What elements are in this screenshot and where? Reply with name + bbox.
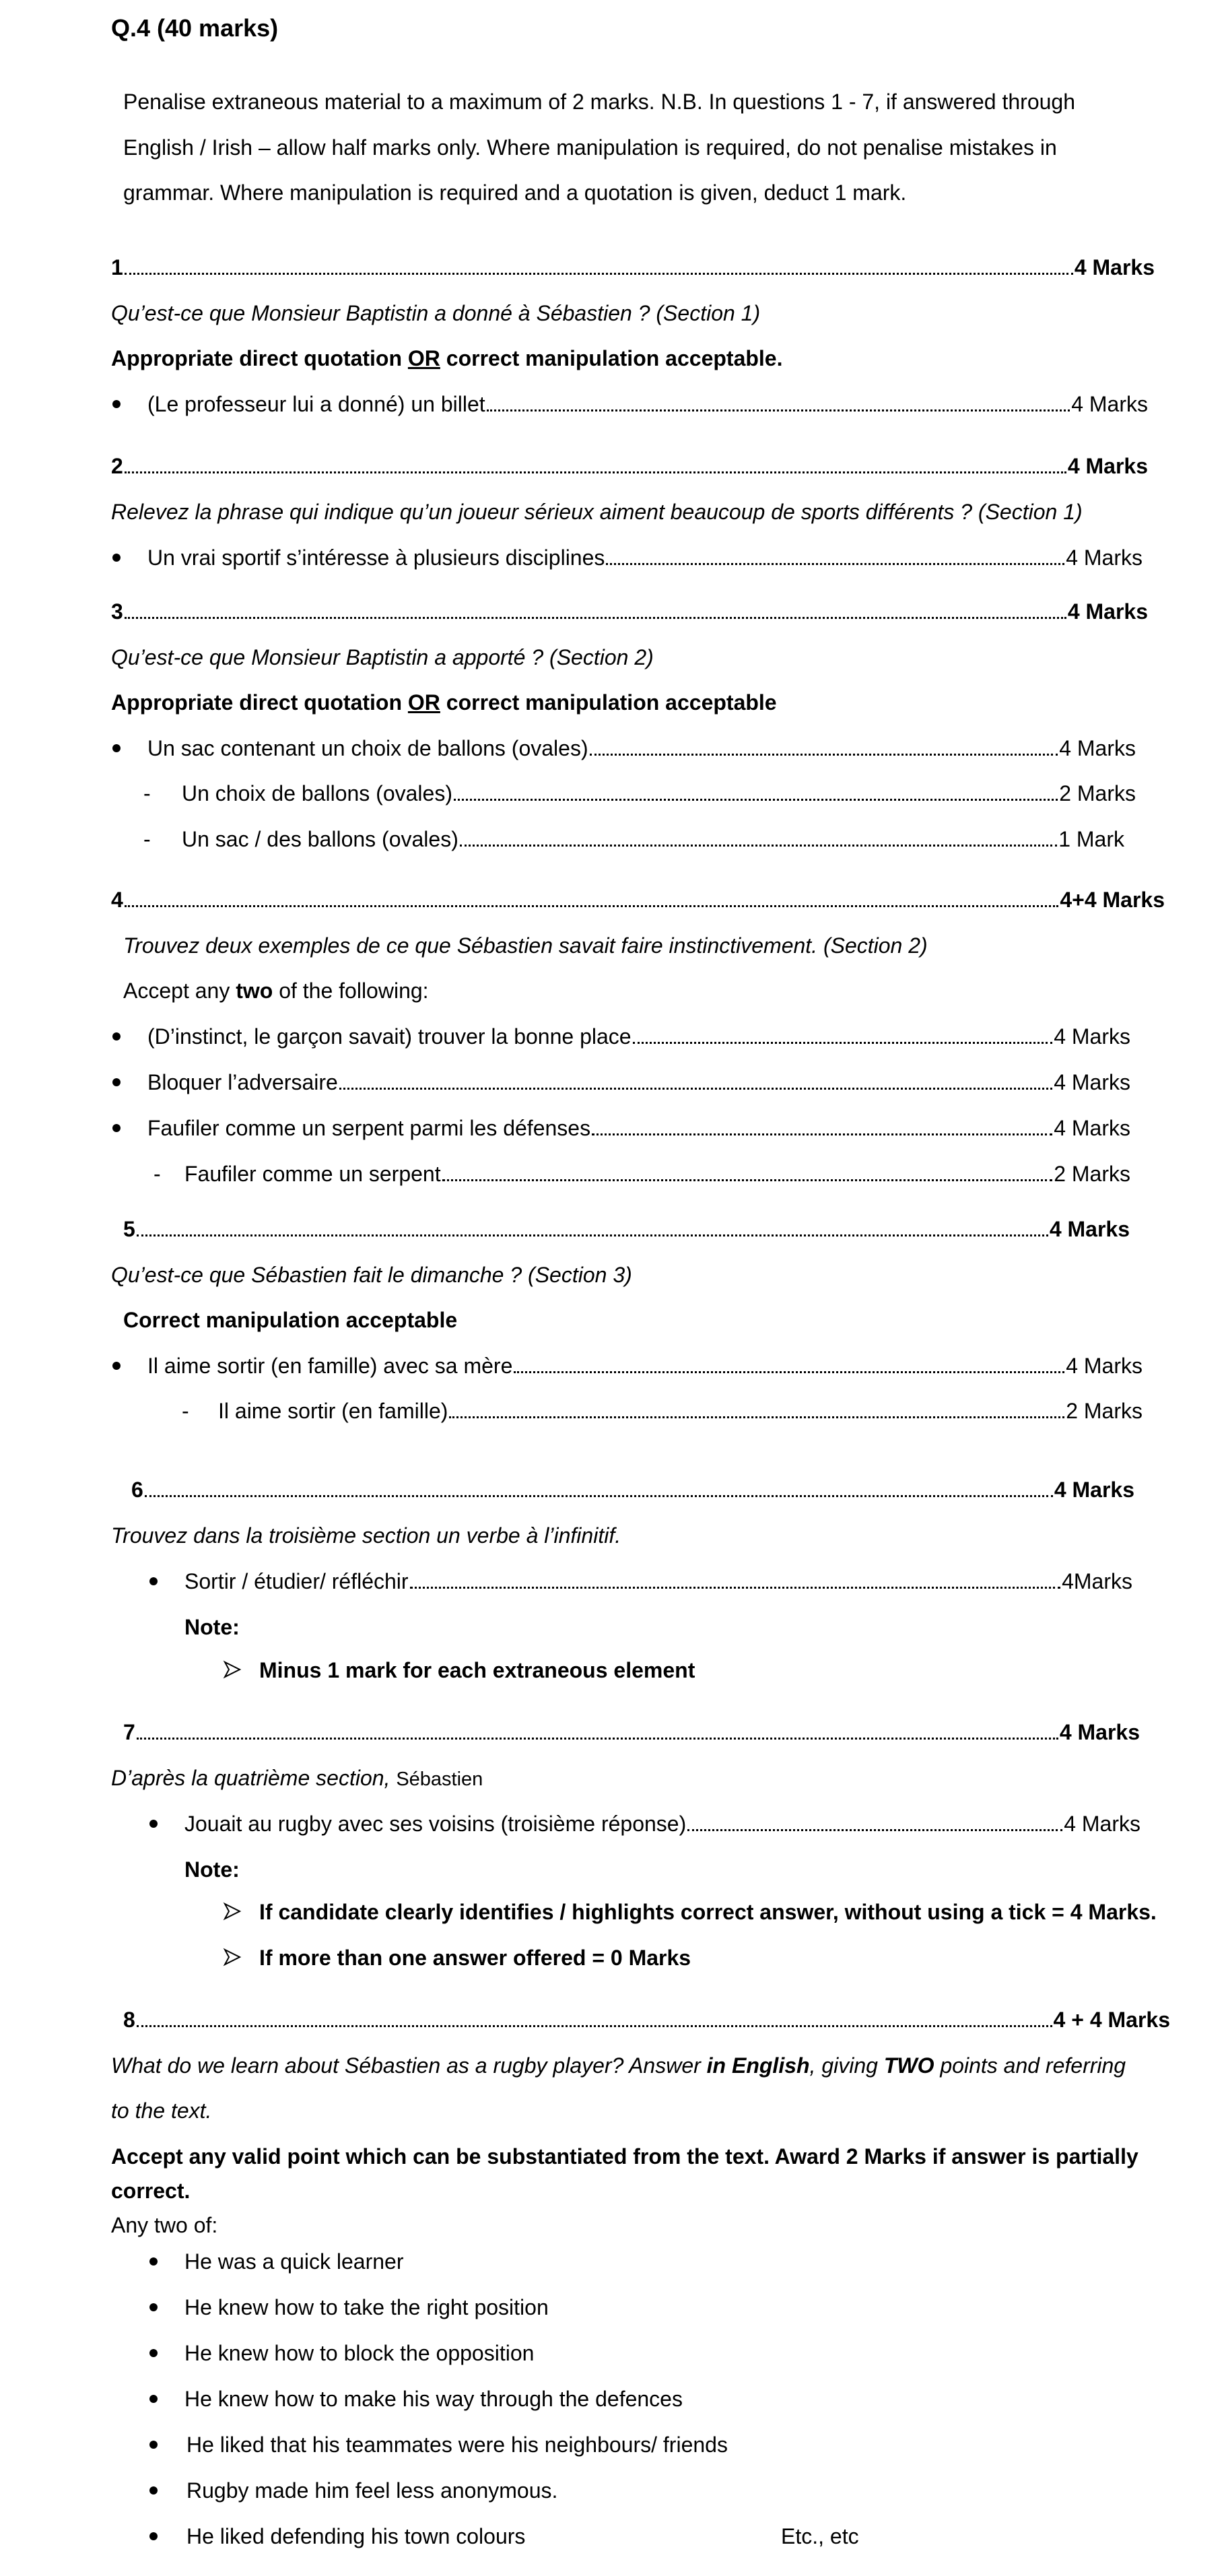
q6-answer-1: Sortir / étudier/ réfléchir 4Marks bbox=[184, 1569, 1132, 1593]
q7-note-2: If more than one answer offered = 0 Marks bbox=[259, 1946, 691, 1970]
q2-question: Relevez la phrase qui indique qu’un joueur sérieux aiment beaucoup de sports différents ? (Section 1) bbox=[111, 500, 1083, 524]
q5-question: Qu’est-ce que Sébastien fait le dimanche ? (Section 3) bbox=[111, 1263, 632, 1287]
q3-answer-3: Un sac / des ballons (ovales) 1 Mark bbox=[182, 827, 1124, 851]
arrowhead-icon bbox=[222, 1659, 242, 1680]
q8-etc: Etc., etc bbox=[781, 2524, 859, 2548]
bullet-icon bbox=[112, 1078, 121, 1086]
bullet-icon bbox=[149, 1577, 158, 1585]
intro-line-3: grammar. Where manipulation is required and a quotation is given, deduct 1 mark. bbox=[123, 180, 907, 205]
q8-rule-2: correct. bbox=[111, 2179, 191, 2203]
q4-question: Trouvez deux exemples de ce que Sébastien savait faire instinctivement. (Section 2) bbox=[123, 933, 928, 958]
q8-answer-5: He liked that his teammates were his neighbours/ friends bbox=[186, 2433, 728, 2457]
dash-icon: - bbox=[143, 781, 151, 805]
q8-question: What do we learn about Sébastien as a rugby player? Answer in English, giving TWO points and referring bbox=[111, 2053, 1126, 2078]
bullet-icon bbox=[149, 2395, 158, 2403]
q7-note-1: If candidate clearly identifies / highlights correct answer, without using a tick = 4 Marks. bbox=[259, 1900, 1157, 1924]
q6-note-1: Minus 1 mark for each extraneous element bbox=[259, 1658, 695, 1682]
q2-answer-1: Un vrai sportif s’intéresse à plusieurs disciplines 4 Marks bbox=[147, 546, 1143, 570]
arrowhead-icon bbox=[222, 1901, 242, 1921]
q1-answer-1: (Le professeur lui a donné) un billet 4 Marks bbox=[147, 392, 1148, 416]
bullet-icon bbox=[149, 1820, 158, 1828]
arrowhead-icon bbox=[222, 1947, 242, 1967]
dash-icon: - bbox=[154, 1162, 161, 1186]
q4-answer-3: Faufiler comme un serpent parmi les défenses 4 Marks bbox=[147, 1116, 1130, 1140]
q4-accept: Accept any two of the following: bbox=[123, 979, 429, 1003]
bullet-icon bbox=[112, 400, 121, 408]
bullet-icon bbox=[112, 744, 121, 752]
q3-question: Qu’est-ce que Monsieur Baptistin a apporté ? (Section 2) bbox=[111, 645, 654, 669]
q3-header: 3 4 Marks bbox=[111, 599, 1148, 624]
q2-header: 2 4 Marks bbox=[111, 454, 1148, 478]
q5-rule: Correct manipulation acceptable bbox=[123, 1308, 458, 1332]
q6-header: 6 4 Marks bbox=[131, 1478, 1134, 1502]
q3-answer-2: Un choix de ballons (ovales) 2 Marks bbox=[182, 781, 1136, 805]
q1-question: Qu’est-ce que Monsieur Baptistin a donné à Sébastien ? (Section 1) bbox=[111, 301, 761, 325]
q3-rule: Appropriate direct quotation OR correct manipulation acceptable bbox=[111, 690, 777, 715]
q7-header: 7 4 Marks bbox=[123, 1720, 1140, 1744]
q7-answer-1: Jouait au rugby avec ses voisins (troisième réponse) 4 Marks bbox=[184, 1812, 1140, 1836]
bullet-icon bbox=[149, 2532, 158, 2540]
q8-answer-2: He knew how to take the right position bbox=[184, 2295, 549, 2319]
bullet-icon bbox=[112, 1032, 121, 1041]
bullet-icon bbox=[149, 2257, 158, 2266]
q5-header: 5 4 Marks bbox=[123, 1217, 1130, 1241]
q7-note-label: Note: bbox=[184, 1857, 240, 1882]
q8-header: 8 4 + 4 Marks bbox=[123, 2008, 1170, 2032]
q4-answer-1: (D’instinct, le garçon savait) trouver la bonne place 4 Marks bbox=[147, 1024, 1130, 1049]
bullet-icon bbox=[149, 2303, 158, 2311]
q8-answer-1: He was a quick learner bbox=[184, 2249, 404, 2274]
q8-rule-1: Accept any valid point which can be substantiated from the text. Award 2 Marks if answer is partially bbox=[111, 2144, 1138, 2169]
q6-question: Trouvez dans la troisième section un verbe à l’infinitif. bbox=[111, 1523, 621, 1548]
bullet-icon bbox=[149, 2486, 158, 2495]
q8-answer-7: He liked defending his town colours bbox=[186, 2524, 526, 2548]
q4-header: 4 4+4 Marks bbox=[111, 888, 1165, 912]
q3-answer-1: Un sac contenant un choix de ballons (ovales) 4 Marks bbox=[147, 736, 1136, 760]
dash-icon: - bbox=[143, 827, 151, 851]
bullet-icon bbox=[149, 2349, 158, 2357]
bullet-icon bbox=[112, 554, 121, 562]
bullet-icon bbox=[149, 2441, 158, 2449]
q8-answer-3: He knew how to block the opposition bbox=[184, 2341, 535, 2365]
q5-answer-2: Il aime sortir (en famille) 2 Marks bbox=[218, 1399, 1143, 1423]
q4-answer-2: Bloquer l’adversaire 4 Marks bbox=[147, 1070, 1130, 1094]
bullet-icon bbox=[112, 1362, 121, 1370]
q8-question-cont: to the text. bbox=[111, 2099, 212, 2123]
q6-note-label: Note: bbox=[184, 1615, 240, 1639]
q4-answer-4: Faufiler comme un serpent 2 Marks bbox=[184, 1162, 1130, 1186]
q7-question: D’après la quatrième section, Sébastien bbox=[111, 1766, 483, 1790]
q1-rule: Appropriate direct quotation OR correct manipulation acceptable. bbox=[111, 346, 783, 370]
page-title: Q.4 (40 marks) bbox=[111, 14, 279, 42]
q1-header: 1 4 Marks bbox=[111, 255, 1155, 279]
intro-line-2: English / Irish – allow half marks only. Where manipulation is required, do not penalise mistakes in bbox=[123, 135, 1057, 160]
dash-icon: - bbox=[182, 1399, 189, 1423]
q8-answer-4: He knew how to make his way through the defences bbox=[184, 2387, 683, 2411]
bullet-icon bbox=[112, 1124, 121, 1132]
q8-answer-6: Rugby made him feel less anonymous. bbox=[186, 2478, 558, 2503]
q5-answer-1: Il aime sortir (en famille) avec sa mère 4 Marks bbox=[147, 1354, 1143, 1378]
q8-any-two: Any two of: bbox=[111, 2213, 218, 2237]
intro-line-1: Penalise extraneous material to a maximum of 2 marks. N.B. In questions 1 - 7, if answered through bbox=[123, 90, 1075, 114]
